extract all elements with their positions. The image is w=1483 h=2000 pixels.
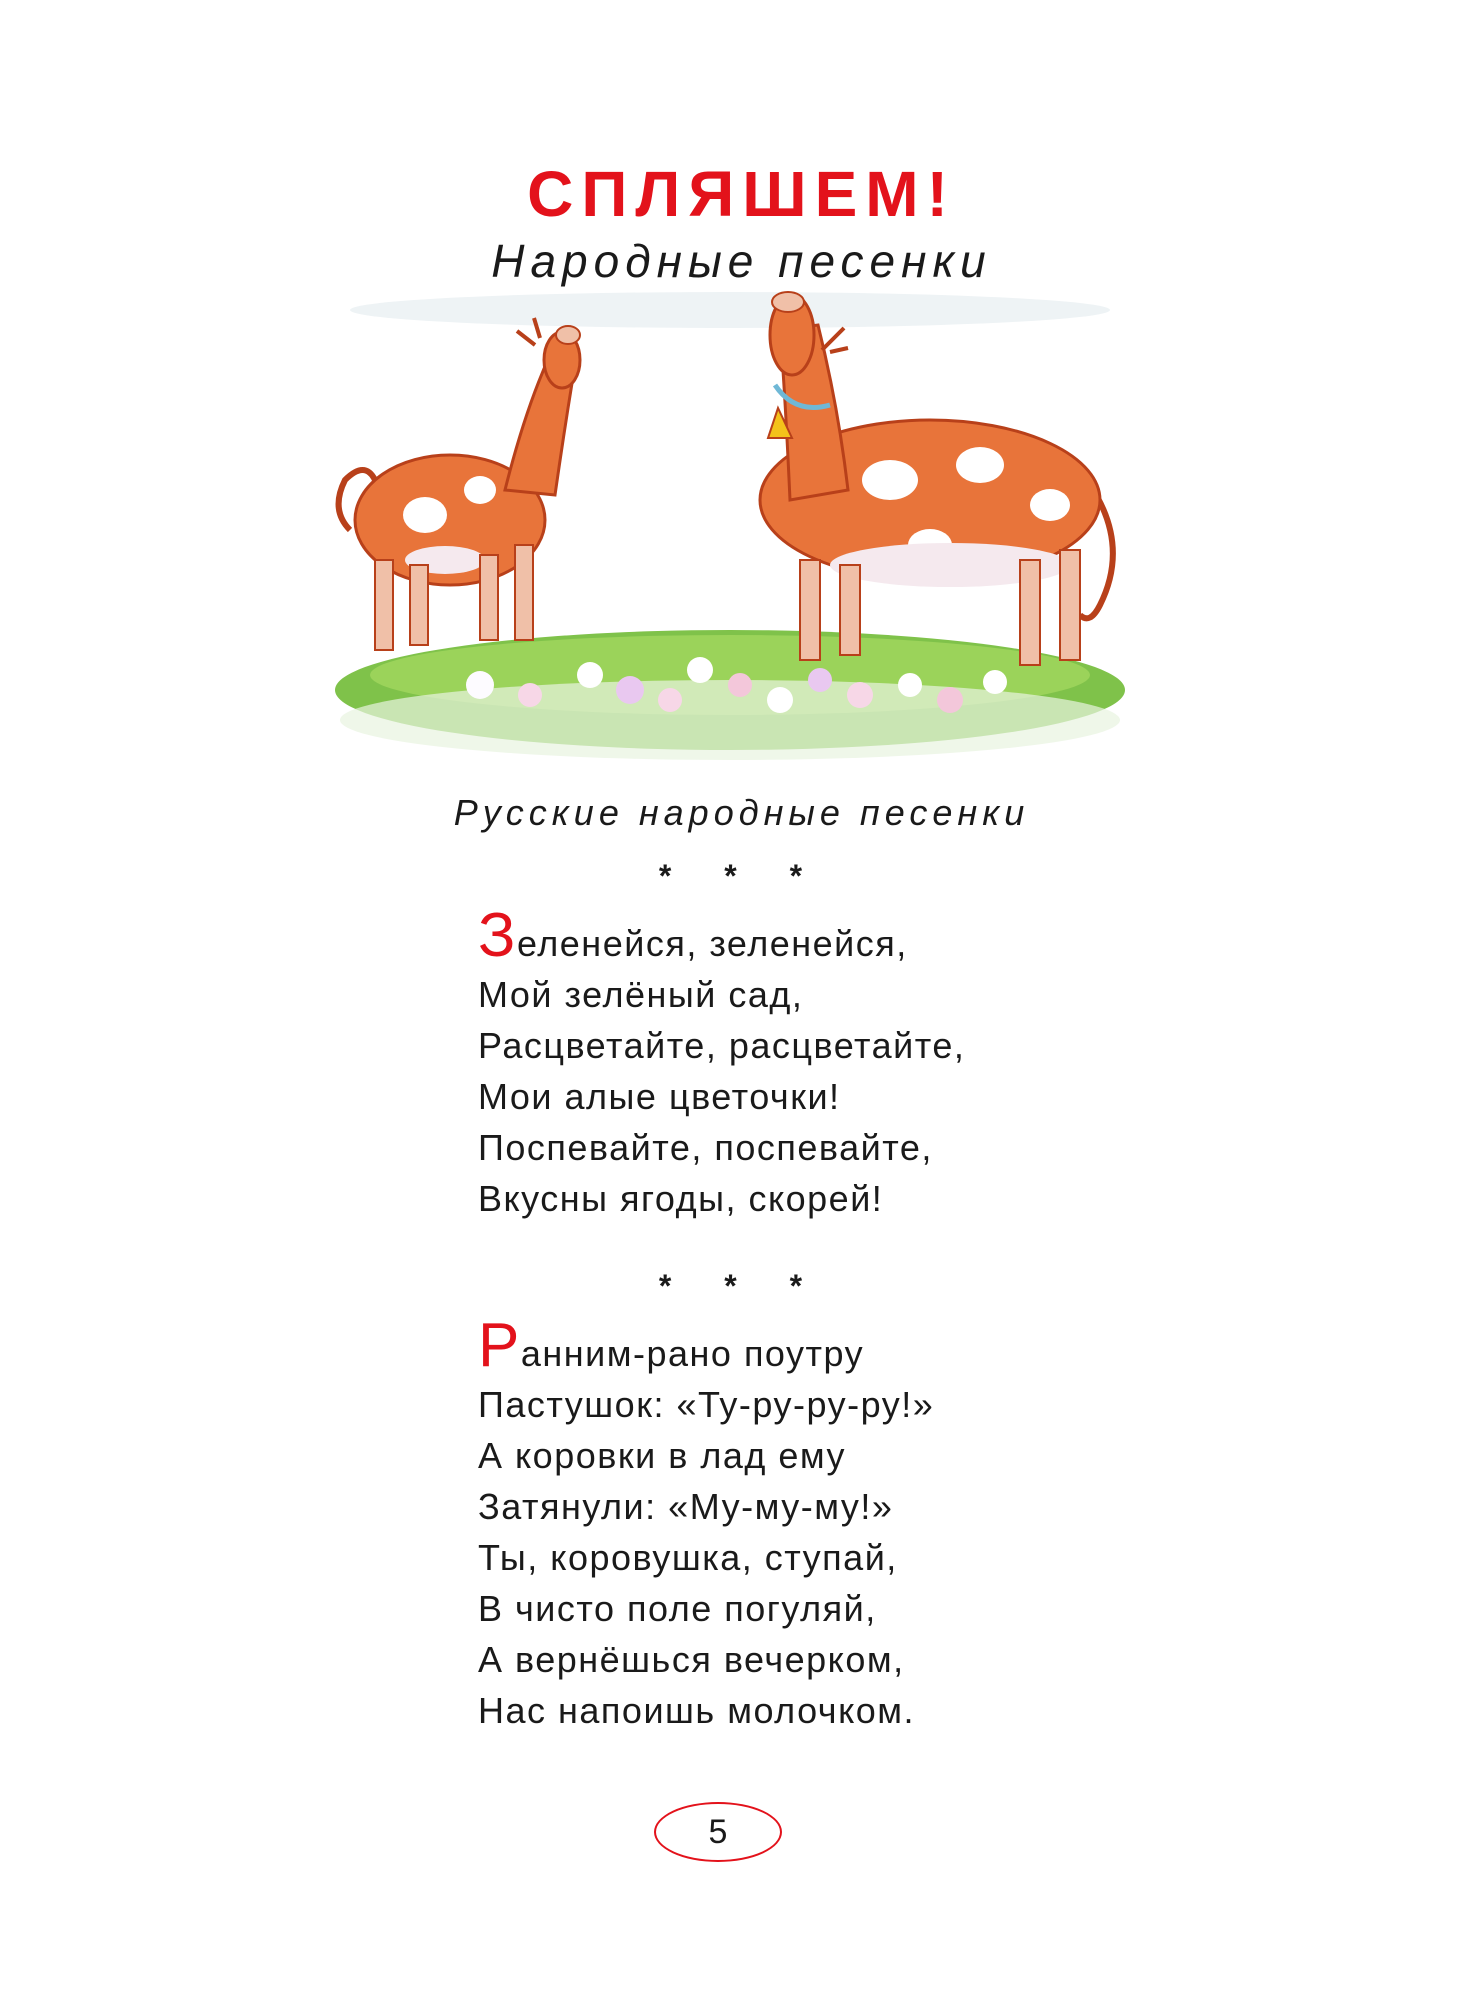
poem-1 xyxy=(478,901,1198,1224)
drop-cap: З xyxy=(478,901,517,970)
poem-line: Вкусны ягоды, скорей! xyxy=(478,1178,884,1219)
poem-line: Мои алые цветочки! xyxy=(478,1076,841,1117)
poem-line: Расцветайте, расцветайте, xyxy=(478,1025,966,1066)
poem-line: А коровки в лад ему xyxy=(478,1435,847,1476)
page-subtitle: Народные песенки xyxy=(491,235,992,287)
poem-line: Пастушок: «Ту-ру-ру-ру!» xyxy=(478,1384,935,1425)
poem-line: В чисто поле погуляй, xyxy=(478,1588,877,1629)
poem-line: Нас напоишь молочком. xyxy=(478,1690,915,1731)
poem-line: Затянули: «Му-му-му!» xyxy=(478,1486,894,1527)
page-title: СПЛЯШЕМ! xyxy=(527,158,956,230)
small-cow xyxy=(339,318,580,650)
separator-stars: * * * xyxy=(658,858,825,894)
poem-line: А вернёшься вечерком, xyxy=(478,1639,905,1680)
poem-line: Ранним-рано поутру xyxy=(478,1311,865,1380)
poem-line: Ты, коровушка, ступай, xyxy=(478,1537,898,1578)
poem-2 xyxy=(478,1311,1198,1736)
big-cow xyxy=(760,292,1113,665)
drop-cap: Р xyxy=(478,1311,521,1380)
section-label: Русские народные песенки xyxy=(453,792,1030,833)
page-number: 5 xyxy=(654,1802,782,1862)
poem-line: Зеленейся, зеленейся, xyxy=(478,901,908,970)
poem-line: Поспевайте, поспевайте, xyxy=(478,1127,933,1168)
poem-line: Мой зелёный сад, xyxy=(478,974,804,1015)
separator-stars: * * * xyxy=(658,1268,825,1304)
cows-illustration xyxy=(330,290,1130,770)
